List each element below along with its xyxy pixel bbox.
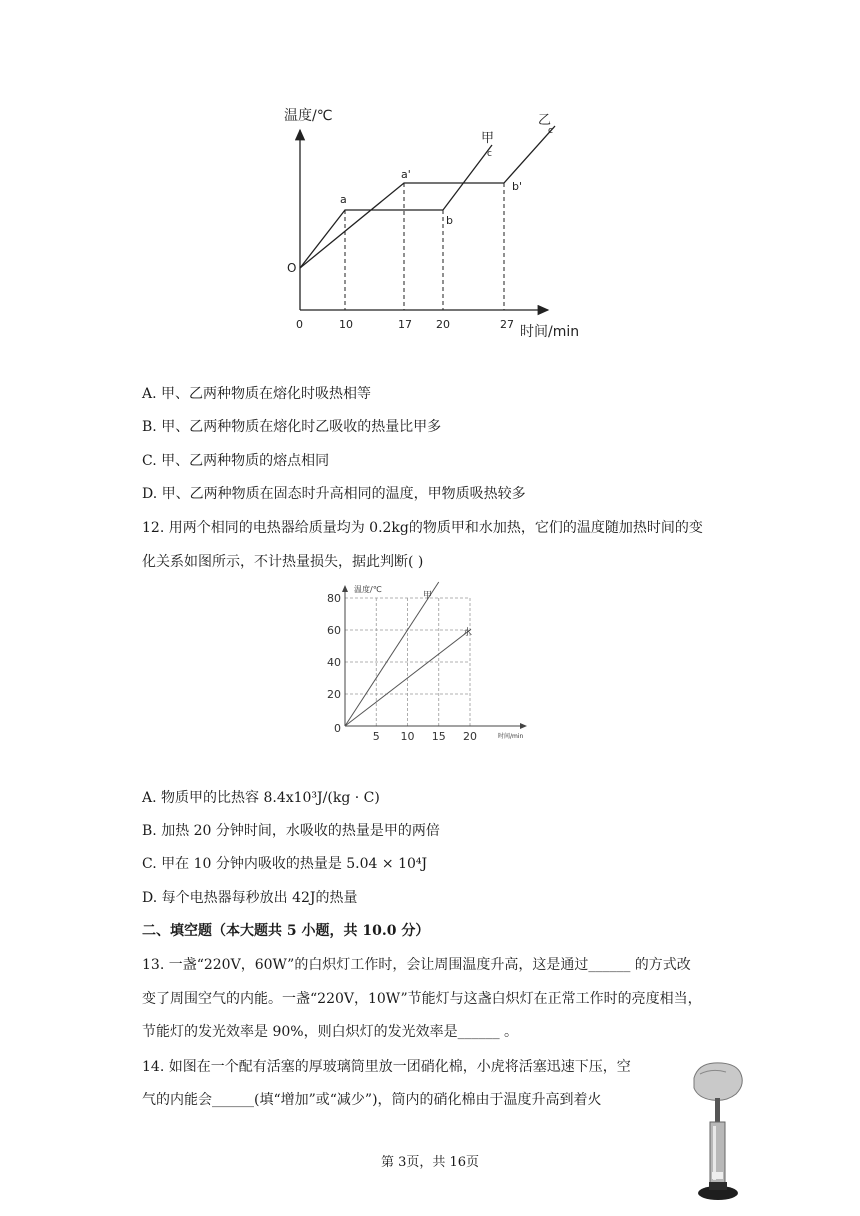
- melting-curve-figure: [270, 100, 600, 350]
- y-tick-label: 60: [327, 624, 341, 637]
- y-tick-label: 40: [327, 656, 341, 669]
- point-label-a: a: [340, 193, 347, 206]
- y-tick-label: 80: [327, 592, 341, 605]
- x-tick-label: 20: [463, 730, 477, 743]
- q12-option-c: C. 甲在 10 分钟内吸收的热量是 5.04 × 10⁴J: [142, 856, 428, 872]
- q11-option-d: D. 甲、乙两种物质在固态时升高相同的温度，甲物质吸热较多: [142, 486, 526, 502]
- piston-rod: [715, 1098, 720, 1124]
- x-tick-label: 0: [296, 318, 303, 331]
- origin-label: 0: [334, 722, 341, 735]
- q11-option-a: A. 甲、乙两种物质在熔化时吸热相等: [142, 386, 372, 402]
- q11-option-c: C. 甲、乙两种物质的熔点相同: [142, 453, 330, 469]
- x-tick-label: 10: [400, 730, 415, 743]
- x-tick-label: 10: [339, 318, 353, 331]
- y-axis-label: 温度/℃: [354, 585, 382, 594]
- piston-tube-illustration: [690, 1060, 750, 1205]
- y-tick-label: 20: [327, 688, 341, 701]
- point-label-a-prime: a': [401, 168, 411, 181]
- point-label-c-yi: c: [548, 126, 553, 136]
- q11-option-b: B. 甲、乙两种物质在熔化时乙吸收的热量比甲多: [142, 419, 442, 435]
- x-tick-label: 15: [431, 730, 446, 743]
- x-tick-label: 20: [436, 318, 450, 331]
- tube-base-neck: [709, 1182, 727, 1190]
- q14-line-2: 气的内能会______(填“增加”或“减少”)，筒内的硝化棉由于温度升高到着火: [142, 1092, 602, 1108]
- heating-chart: [312, 580, 544, 745]
- x-tick-label: 27: [500, 318, 514, 331]
- origin-label: O: [287, 261, 297, 275]
- series-jia-line: [345, 582, 439, 726]
- point-label-b: b: [446, 214, 453, 227]
- q12-option-a: A. 物质甲的比热容 8.4x10³J/(kg · C): [142, 790, 380, 806]
- q13-line-3: 节能灯的发光效率是 90%，则白炽灯的发光效率是______ 。: [142, 1024, 519, 1040]
- cotton-inside: [712, 1172, 723, 1179]
- series-label-yi: 乙: [538, 113, 552, 128]
- series-label-jia: 甲: [481, 131, 495, 146]
- x-axis-label: 时间/min: [520, 324, 580, 340]
- q12-stem-line-2: 化关系如图所示，不计热量损失，据此判断( ): [142, 554, 424, 570]
- page-footer: 第 3页，共 16页: [380, 1155, 480, 1170]
- x-tick-label: 17: [398, 318, 412, 331]
- series-label-jia: 甲: [423, 591, 433, 601]
- x-axis-label: 时间/min: [498, 733, 524, 740]
- point-label-c-jia: c: [487, 149, 492, 159]
- q14-line-1: 14. 如图在一个配有活塞的厚玻璃筒里放一团硝化棉，小虎将活塞迅速下压，空: [142, 1059, 631, 1075]
- q12-stem-line-1: 12. 用两个相同的电热器给质量均为 0.2kg的物质甲和水加热，它们的温度随加热时间的变: [142, 520, 703, 536]
- section-heading: 二、填空题（本大题共 5 小题，共 10.0 分）: [142, 923, 430, 939]
- x-tick-label: 5: [372, 730, 380, 743]
- y-axis-label: 温度/℃: [284, 108, 333, 124]
- hand-shape: [694, 1063, 742, 1100]
- series-jia-line: [300, 145, 492, 268]
- point-label-b-prime: b': [512, 180, 523, 193]
- series-yi-line: [300, 126, 555, 268]
- q12-option-d: D. 每个电热器每秒放出 42J的热量: [142, 890, 358, 906]
- q13-line-1: 13. 一盏“220V，60W”的白炽灯工作时，会让周围温度升高，这是通过______ 的方式改: [142, 957, 691, 973]
- series-label-water: 水: [463, 628, 473, 638]
- q13-line-2: 变了周围空气的内能。一盏“220V，10W”节能灯与这盏白炽灯在正常工作时的亮度相当，: [142, 991, 702, 1007]
- q12-option-b: B. 加热 20 分钟时间，水吸收的热量是甲的两倍: [142, 823, 440, 839]
